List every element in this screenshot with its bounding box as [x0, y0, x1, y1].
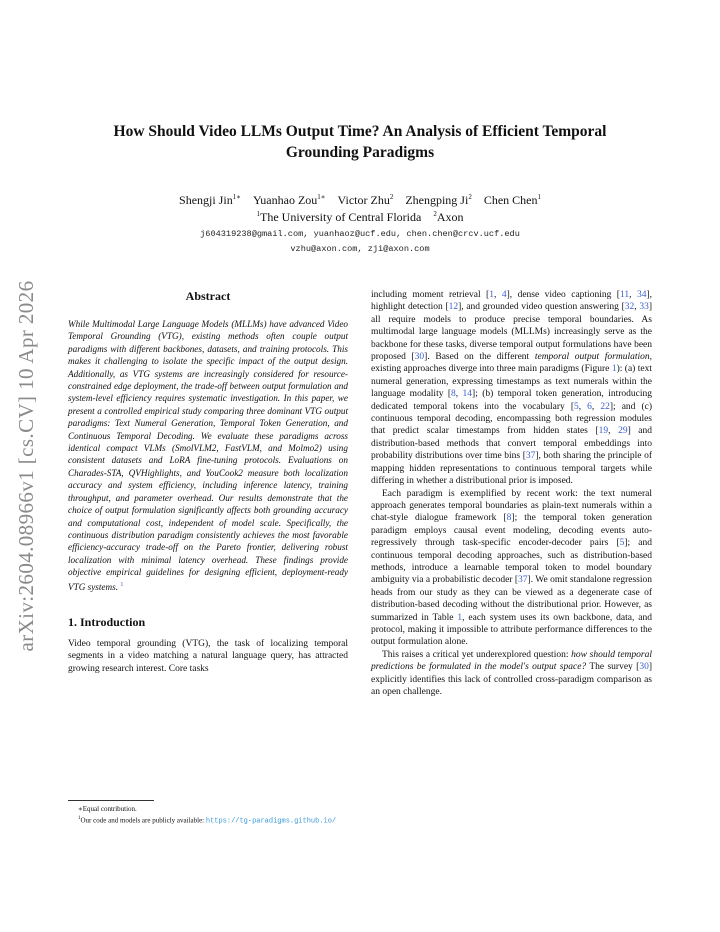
footnote-code-text: Our code and models are publicly available: [80, 816, 206, 825]
paper-title: How Should Video LLMs Output Time? An Analysis of Efficient Temporal Grounding Paradigms [113, 123, 607, 161]
abstract-body: While Multimodal Large Language Models (MLLMs) have advanced Video Temporal Grounding (VTG), existing methods often couple output paradigms with different backbones, datasets, and training protocols. This makes it challenging to isolate the specific impact of the output design. Additionally, as VTG systems are increasingly considered for resource-constrained edge deployment, the trade-off between output formulation and system-level efficiency requires systematic investigation. In this paper, we present a controlled empirical study comparing three dominant VTG output paradigms: Text Numeral Generation, Temporal Token Generation, and Continuous Temporal Decoding. We evaluate these paradigms across identical compact VLMs (SmolVLM2, FastVLM, and Molmo2) using consistent datasets and LoRA fine-tuning protocols. Evaluations on Charades-STA, QVHighlights, and YouCook2 measure both localization accuracy and system efficiency, including inference latency, training throughput, and parameter overhead. Our results demonstrate that the choice of output formulation significantly affects both grounding accuracy and computational cost, independent of model scale. Specifically, the continuous distribution paradigm consistently achieves the most favorable efficiency-accuracy trade-off on the Pareto frontier, delivering robust localization with minimal latency overhead. These findings provide objective empirical guidelines for designing efficient, deployment-ready VTG systems. [68, 319, 348, 592]
footnote-code-availability [68, 814, 348, 827]
affiliation-name: The University of Central Florida [260, 210, 422, 224]
author-name: Shengji Jin$^{1∗}$ [179, 193, 241, 207]
author-affiliation-mark: 1 [537, 193, 541, 201]
affiliation-name: Axon [436, 210, 464, 224]
footnote-mark: 1 [78, 816, 81, 822]
right-column [371, 289, 652, 698]
affiliation-mark: 1 [256, 210, 261, 218]
author-affiliation-mark: 1∗ [317, 193, 326, 201]
left-column [68, 289, 348, 675]
intro-paragraph-4: This raises a critical yet underexplored question: how should temporal predictions be formulated in the model's output space? The survey [30] explicitly identifies this lack of controlled cross-paradigm comparison as an open challenge. [371, 649, 652, 697]
abstract-text [68, 318, 348, 593]
author-affiliation-mark: 1∗ [232, 193, 241, 201]
section-heading-introduction: 1. Introduction [68, 615, 146, 629]
email-line-2: vzhu@axon.com, zji@axon.com [290, 244, 430, 254]
affiliation-mark: 2 [433, 210, 437, 218]
footnote-equal-contribution: ∗Equal contribution. [78, 805, 137, 813]
project-link[interactable]: https://tg-paradigms.github.io/ [205, 817, 337, 826]
footnotes [68, 805, 348, 827]
author-name: Chen Chen$^1$ [483, 193, 541, 207]
affiliations [80, 207, 640, 225]
author-name: Victor Zhu$^2$ [337, 193, 394, 207]
author-affiliation-mark: 2 [389, 193, 394, 201]
intro-paragraph-1: Video temporal grounding (VTG), the task of localizing temporal segments in a video matching a natural language query, has attracted growing research interest. Core tasks [68, 639, 348, 674]
intro-paragraph-3: Each paradigm is exemplified by recent work: the text numeral approach generates temporal boundaries as plain-text numerals within a chat-style dialogue framework [8]; the temporal token generation paradigm employs causal event modeling, decoding events auto-regressively through task-specific encoder-decoder pairs [5]; and continuous temporal decoding approaches, such as distribution-based methods, introduce a learnable temporal token to model boundary ambiguity via a probabilistic decoder [37]. We omit standalone regression heads from our study as they can be viewed as a degenerate case of distribution-based decoding without the distributional prior. However, as summarized in Table 1, each system uses its own backbone, data, and protocol, making it impossible to attribute performance differences to the output formulation alone. [371, 488, 653, 648]
abstract-heading: Abstract [185, 289, 231, 303]
intro-paragraph-2: including moment retrieval [1, 4], dense video captioning [11, 34], highlight detection [12], and grounded video question answering [32, 33] all require models to produce precise temporal boundaries. As multimodal large language models (MLLMs) increasingly serve as the backbone for these tasks, diverse temporal output formulations have been proposed [30]. Based on the different temporal output formulation, existing approaches diverge into three main paradigms (Figure 1): (a) text numeral generation, expressing timestamps as text numerals within the language modality [8, 14]; (b) temporal token generation, introducing dedicated temporal tokens into the vocabulary [5, 6, 22]; and (c) continuous temporal decoding, encompassing both regression modules that predict scalar timestamps from hidden states [19, 29] and distribution-based methods that convert temporal embeddings into probability distributions over time bins [37], both sharing the principle of mapping hidden representations to continuous temporal targets while differing in whether a distributional prior is imposed. [371, 290, 653, 487]
author-name: Zhengping Ji$^2$ [405, 193, 472, 207]
arxiv-identifier: arXiv:2604.08966v1 [cs.CV] 10 Apr 2026 [14, 280, 38, 652]
email-line-1: j604319238@gmail.com, yuanhaoz@ucf.edu, chen.chen@crcv.ucf.edu [200, 229, 520, 239]
author-affiliation-mark: 2 [468, 193, 472, 201]
abstract-footnote-mark[interactable]: 1 [120, 581, 124, 588]
author-list [80, 190, 640, 208]
footnote-rule [68, 800, 154, 801]
author-name: Yuanhao Zou$^{1∗}$ [252, 193, 326, 207]
